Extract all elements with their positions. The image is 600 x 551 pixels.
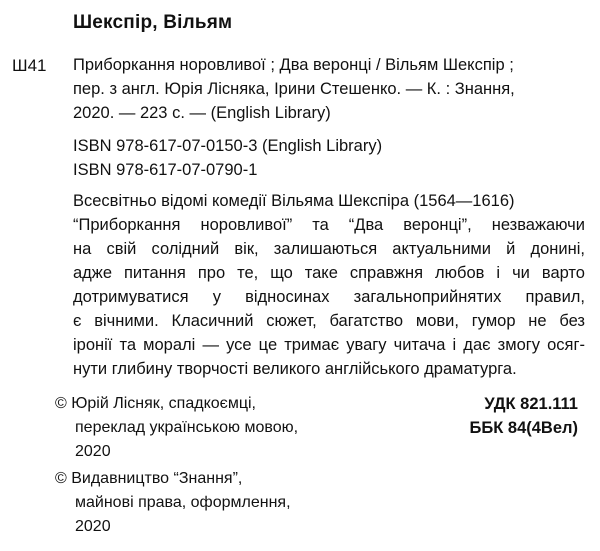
bbk-code: ББК 84(4Вел) xyxy=(469,419,578,437)
annotation-line: “Приборкання норовливої” та “Два веронці”, незважаючи xyxy=(73,216,585,234)
bib-line: пер. з англ. Юрія Лісняка, Ірини Стешенко. — К. : Знання, xyxy=(73,80,515,98)
annotation-line: адже питання про те, що таке справжня любов і чи варто xyxy=(73,264,585,282)
author-heading: Шекспір, Вільям xyxy=(73,12,233,33)
annotation-line: Всесвітньо відомі комедії Вільяма Шекспіра (1564—1616) xyxy=(73,192,515,210)
classification-code: Ш41 xyxy=(12,56,47,75)
annotation-line: на свій солідний вік, залишаються актуальними й донині, xyxy=(73,240,585,258)
isbn-line: ISBN 978-617-07-0790-1 xyxy=(73,161,258,179)
annotation-line: дотримуватися у відносинах загальноприйнятих правил, xyxy=(73,288,585,306)
copyright-line: © Видавництво “Знання”, xyxy=(55,470,243,487)
copyright-line: © Юрій Лісняк, спадкоємці, xyxy=(55,395,256,412)
copyright-line: майнові права, оформлення, xyxy=(75,494,291,511)
annotation-line: іронії та моралі — усе це тримає увагу читача і дає змогу осяг- xyxy=(73,336,585,354)
bib-line: 2020. — 223 с. — (English Library) xyxy=(73,104,331,122)
annotation-line: нути глибину творчості великого англійського драматурга. xyxy=(73,360,517,378)
udk-code: УДК 821.111 xyxy=(484,395,578,413)
annotation-line: є вічними. Класичний сюжет, багатство мови, гумор не без xyxy=(73,312,585,330)
copyright-line: переклад українською мовою, xyxy=(75,419,299,436)
isbn-line: ISBN 978-617-07-0150-3 (English Library) xyxy=(73,137,383,155)
copyright-line: 2020 xyxy=(75,443,111,460)
copyright-line: 2020 xyxy=(75,518,111,535)
bib-line: Приборкання норовливої ; Два веронці / Вільям Шекспір ; xyxy=(73,56,514,74)
